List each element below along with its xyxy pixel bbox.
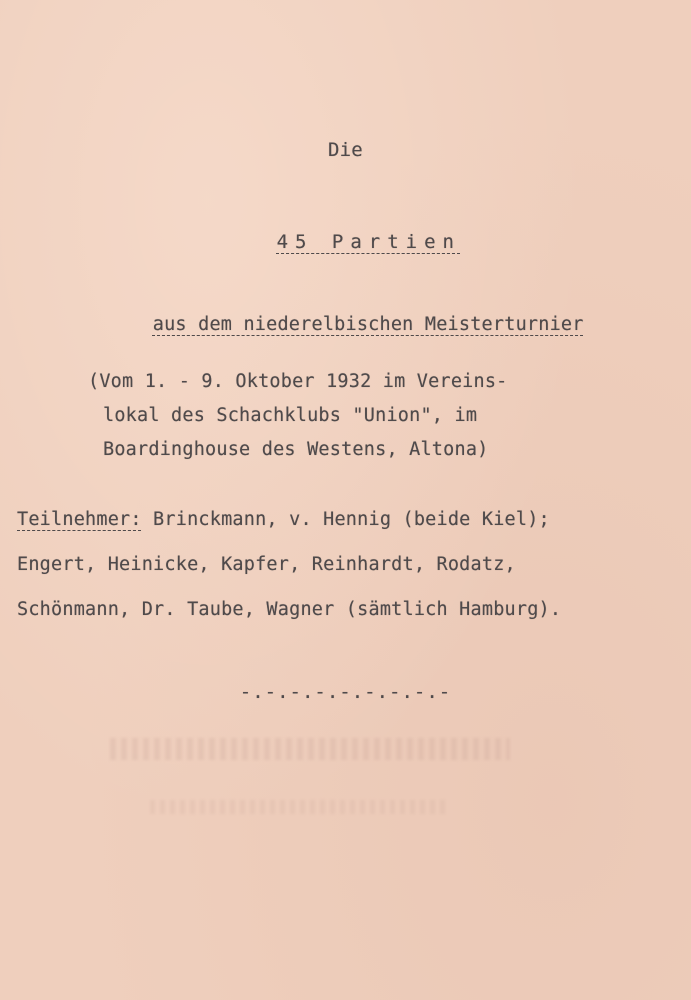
document-title bbox=[0, 206, 691, 278]
details-line-2: lokal des Schachklubs "Union", im bbox=[103, 405, 478, 426]
participants-line-1 bbox=[17, 508, 550, 532]
participants-line-3: Schönmann, Dr. Taube, Wagner (sämtlich Hamburg). bbox=[17, 599, 562, 620]
heading-die: Die bbox=[328, 139, 363, 161]
divider: -.-.-.-.-.-.-.-.- bbox=[239, 681, 452, 703]
show-through-text-2 bbox=[150, 800, 450, 814]
document-subtitle bbox=[0, 289, 691, 361]
document-subtitle-text: aus dem niederelbischen Meisterturnier bbox=[152, 314, 584, 335]
details-line-1: (Vom 1. - 9. Oktober 1932 im Vereins- bbox=[88, 371, 508, 392]
document-title-text: 45 Partien bbox=[276, 231, 461, 253]
participants-line-1-text: Brinckmann, v. Hennig (beide Kiel); bbox=[141, 509, 550, 530]
show-through-text bbox=[110, 738, 510, 760]
details-line-3: Boardinghouse des Westens, Altona) bbox=[103, 439, 489, 460]
participants-label: Teilnehmer: bbox=[17, 509, 142, 530]
participants-line-2: Engert, Heinicke, Kapfer, Reinhardt, Rodatz, bbox=[17, 554, 516, 575]
